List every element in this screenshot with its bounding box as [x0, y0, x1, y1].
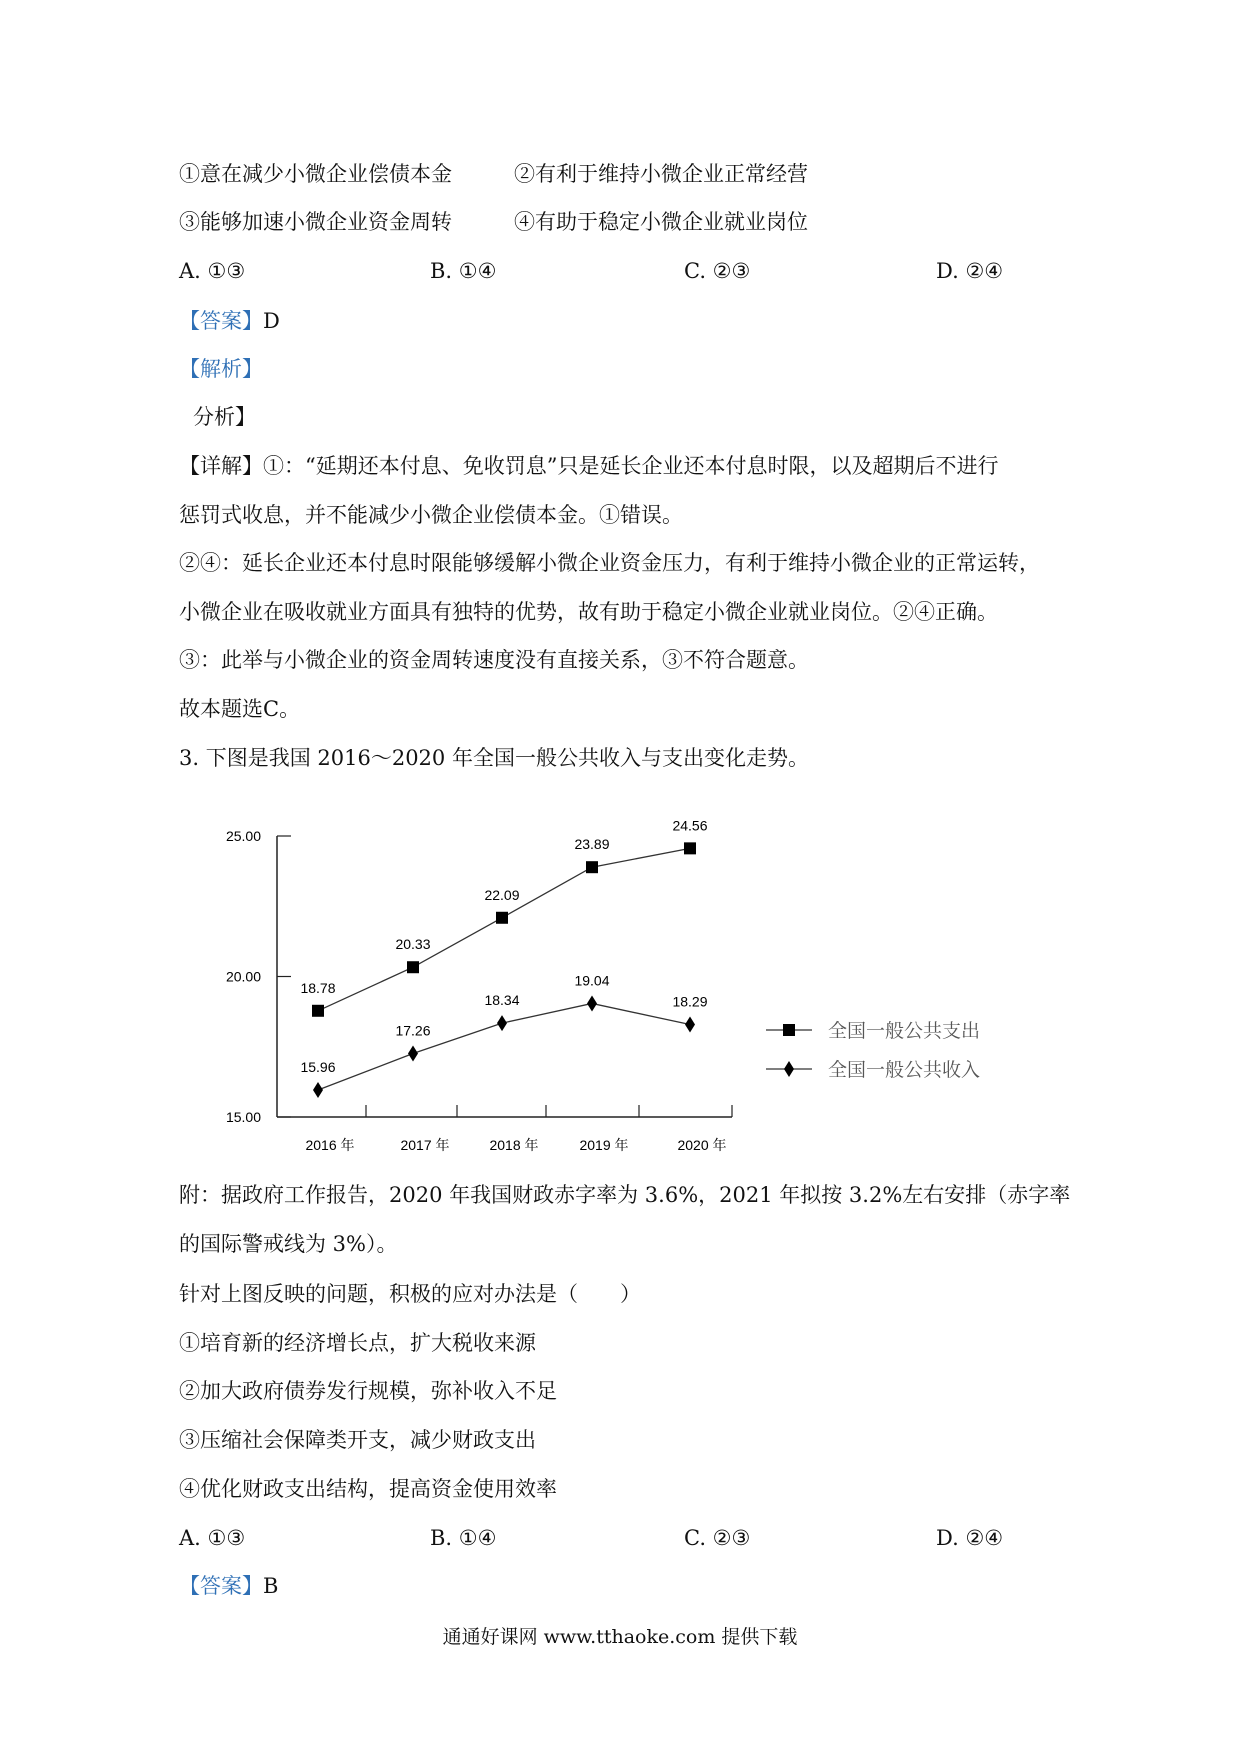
q2-option-d: D. ②④	[936, 259, 1004, 283]
q3-item-3: ③压缩社会保障类开支，减少财政支出	[179, 1428, 536, 1452]
legend-square-icon	[783, 1024, 795, 1036]
data-label: 15.96	[300, 1059, 336, 1076]
q2-detail-line: ③：此举与小微企业的资金周转速度没有直接关系，③不符合题意。	[179, 648, 809, 672]
y-tick-label: 15.00	[225, 1109, 261, 1125]
data-label: 20.33	[395, 936, 431, 953]
legend-label: 全国一般公共支出	[828, 1020, 981, 1042]
answer-label: 【答案】	[179, 309, 263, 333]
data-label: 18.29	[672, 993, 708, 1010]
data-point-diamond	[685, 1017, 695, 1033]
footer-watermark: 通通好课网 www.tthaoke.com 提供下载	[442, 1626, 798, 1648]
q3-item-4: ④优化财政支出结构，提高资金使用效率	[179, 1477, 557, 1501]
q3-answer	[179, 1573, 278, 1599]
y-tick-label: 25.00	[225, 828, 261, 844]
data-point-diamond	[408, 1045, 418, 1061]
q2-detail-line: 惩罚式收息，并不能减少小微企业偿债本金。①错误。	[179, 503, 683, 527]
series-line	[318, 848, 690, 1010]
data-point-square	[407, 961, 419, 973]
x-tick-label: 2018 年	[489, 1137, 539, 1153]
q3-option-d: D. ②④	[936, 1526, 1004, 1550]
data-point-square	[586, 861, 598, 873]
data-label: 22.09	[484, 886, 520, 903]
answer-value: B	[263, 1574, 279, 1598]
q3-option-b: B. ①④	[430, 1526, 497, 1550]
q2-item-1: ①意在减少小微企业偿债本金	[179, 162, 452, 186]
q3-note: 的国际警戒线为 3%）。	[179, 1232, 398, 1256]
q3-question: 针对上图反映的问题，积极的应对办法是（ ）	[179, 1282, 641, 1306]
q2-detail-line: ②④：延长企业还本付息时限能够缓解小微企业资金压力，有利于维持小微企业的正常运转，	[179, 551, 1040, 575]
q2-analysis-sub: 分析】	[193, 405, 256, 429]
q2-detail-line: 小微企业在吸收就业方面具有独特的优势，故有助于稳定小微企业就业岗位。②④正确。	[179, 600, 998, 624]
data-point-square	[684, 842, 696, 854]
q2-item-2: ②有利于维持小微企业正常经营	[514, 162, 808, 186]
data-label: 24.56	[672, 817, 708, 834]
data-label: 17.26	[395, 1022, 431, 1039]
data-label: 23.89	[574, 836, 610, 853]
answer-value: D	[263, 309, 280, 333]
y-tick-label: 20.00	[225, 968, 261, 985]
q3-stem: 3. 下图是我国 2016～2020 年全国一般公共收入与支出变化走势。	[179, 746, 809, 770]
data-point-square	[496, 912, 508, 924]
x-tick-label: 2020 年	[677, 1137, 727, 1153]
q2-detail-line: 【详解】①：“延期还本付息、免收罚息”只是延长企业还本付息时限，以及超期后不进行	[179, 454, 999, 478]
q2-analysis-label: 【解析】	[179, 357, 263, 381]
data-label: 18.78	[300, 979, 336, 996]
q2-option-a: A. ①③	[179, 259, 246, 283]
data-point-diamond	[497, 1015, 507, 1031]
answer-label: 【答案】	[179, 1574, 263, 1598]
q2-detail-line: 故本题选C。	[179, 697, 301, 721]
data-point-diamond	[587, 995, 597, 1011]
q2-item-4: ④有助于稳定小微企业就业岗位	[514, 210, 808, 234]
q3-option-c: C. ②③	[684, 1526, 751, 1550]
q3-item-2: ②加大政府债券发行规模，弥补收入不足	[179, 1379, 557, 1403]
data-label: 18.34	[484, 992, 520, 1009]
q2-option-c: C. ②③	[684, 259, 751, 283]
data-point-square	[312, 1005, 324, 1017]
data-point-diamond	[313, 1082, 323, 1098]
legend-label: 全国一般公共收入	[828, 1059, 981, 1081]
x-tick-label: 2017 年	[400, 1137, 450, 1153]
q3-note: 附：据政府工作报告，2020 年我国财政赤字率为 3.6%，2021 年拟按 3.2%左右安排（赤字率	[179, 1183, 1071, 1207]
q2-option-b: B. ①④	[430, 259, 497, 283]
q3-item-1: ①培育新的经济增长点，扩大税收来源	[179, 1331, 536, 1355]
series-line	[318, 1003, 690, 1090]
legend-diamond-icon	[784, 1061, 794, 1077]
q3-option-a: A. ①③	[179, 1526, 246, 1550]
data-label: 19.04	[574, 972, 610, 989]
x-tick-label: 2019 年	[579, 1137, 629, 1153]
q2-item-3: ③能够加速小微企业资金周转	[179, 210, 452, 234]
x-tick-label: 2016 年	[305, 1137, 355, 1153]
